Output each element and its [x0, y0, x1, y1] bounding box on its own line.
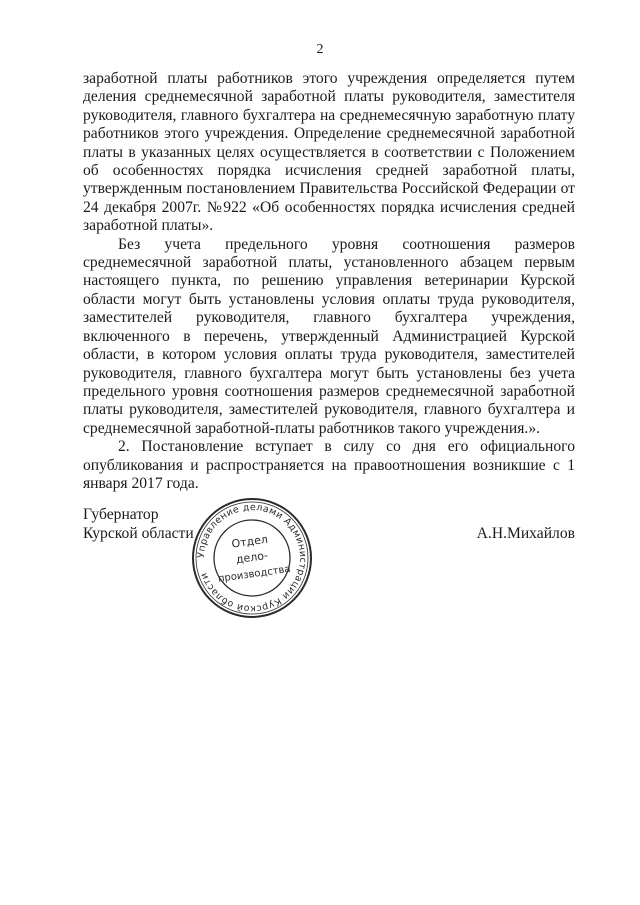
page-number: 2 — [316, 42, 324, 57]
official-stamp — [189, 495, 315, 621]
stamp-center-line-3: производства — [217, 563, 292, 585]
signer-title — [83, 505, 194, 543]
stamp-center-line-2: дело- — [235, 548, 269, 567]
body-paragraph-effective-date: 2. Постановление вступает в силу со дня его официального опубликования и распространяется на правоотношения возникшие с 1 января 2017 года. — [83, 438, 575, 492]
stamp-ring-text: Управление делами Администрации Курской области — [195, 501, 309, 615]
body-paragraph-continuation: заработной платы работников этого учреждения определяется путем деления среднемесячной заработной платы руководителя, заместителя руководителя, главного бухгалтера на среднемесячную заработную плату работников этого учреждения. Определение среднемесячной заработной платы в указанных целях осуществляется в соответствии с Положением об особенностях порядка исчисления средней заработной платы, утвержденным постановлением Правительства Российской Федерации от 24 декабря 2007г. №922 «Об особенностях порядка исчисления средней заработной платы». — [83, 70, 575, 235]
body-paragraph-exception: Без учета предельного уровня соотношения размеров среднемесячной заработной платы, установленного абзацем первым настоящего пункта, по решению управления ветеринарии Курской области могут быть установлены условия оплаты труда руководителя, заместителей руководителя, главного бухгалтера учреждения, включенного в перечень, утвержденный Администрацией Курской области, в котором условия оплаты труда руководителя, заместителей руководителя, главного бухгалтера могут быть установлены без учета предельного уровня соотношения размеров среднемесячной заработной платы руководителя, заместителей руководителя, главного бухгалтера и среднемесячной заработной-платы работников такого учреждения.». — [83, 235, 575, 437]
signer-title-line-2: Курской области — [83, 525, 194, 542]
stamp-center-line-1: Отдел — [230, 532, 269, 551]
signer-title-line-1: Губернатор — [83, 506, 159, 523]
signer-name: А.Н.Михайлов — [476, 525, 575, 542]
signature-block — [83, 501, 575, 625]
document-body — [83, 70, 575, 493]
